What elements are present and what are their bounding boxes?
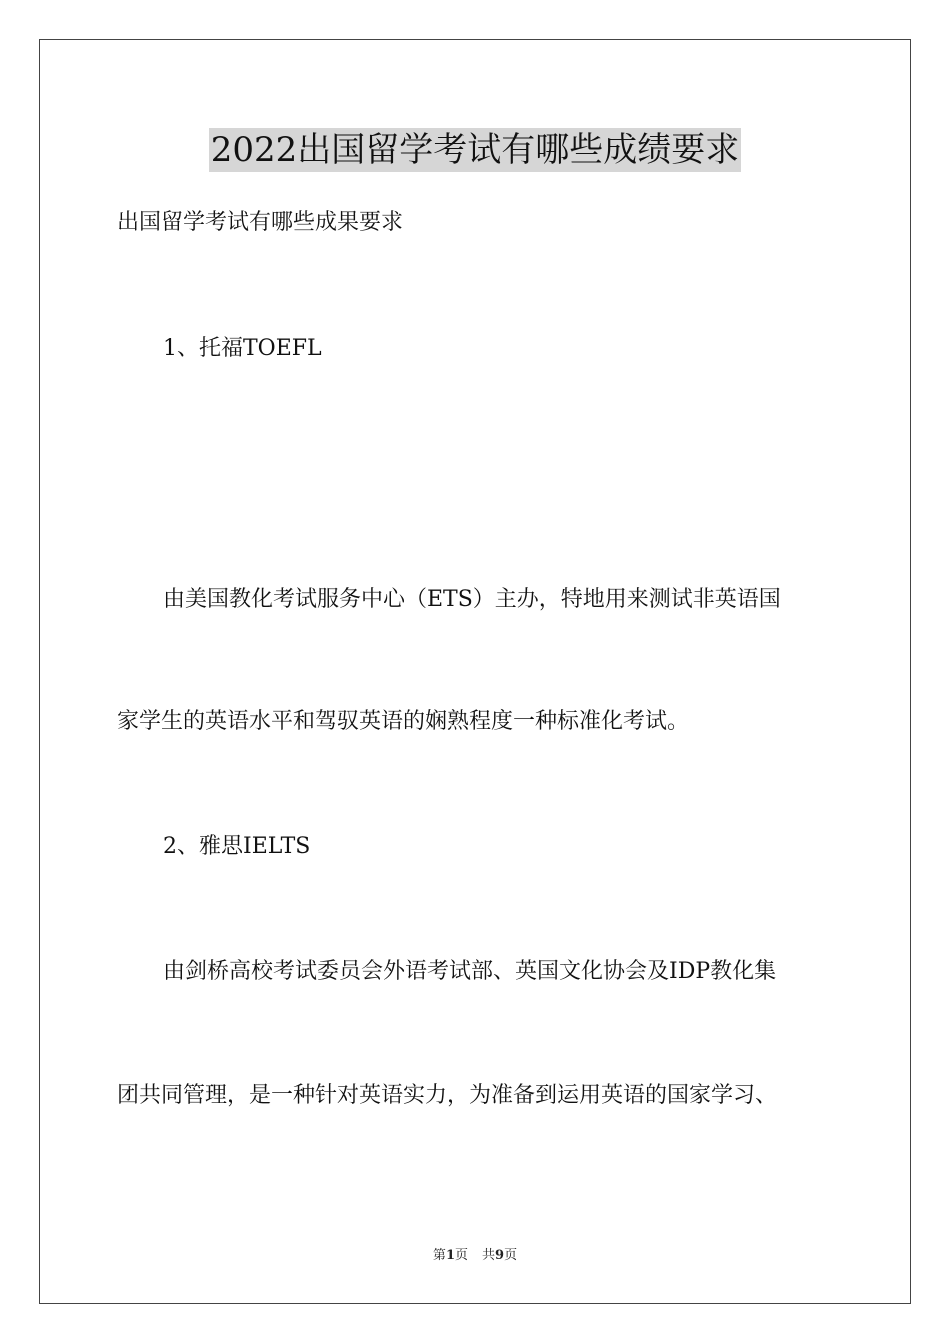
page-number: 1 [445,1248,455,1263]
document-subtitle: 出国留学考试有哪些成果要求 [117,210,404,235]
document-title-text: 2022出国留学考试有哪些成绩要求 [210,130,740,170]
paragraph-line: 由美国教化考试服务中心（ETS）主办，特地用来测试非英语国 [163,587,781,612]
page-label-prefix: 第 [432,1248,446,1263]
paragraph-line: 家学生的英语水平和驾驭英语的娴熟程度一种标准化考试。 [117,709,690,734]
total-label-prefix: 共 [482,1248,496,1263]
section-heading-toefl: 1、托福TOEFL [163,336,322,361]
page-label-suffix: 页 [454,1248,468,1263]
page-footer [0,1247,950,1265]
section-heading-ielts: 2、雅思IELTS [163,834,311,859]
total-label-suffix: 页 [504,1248,518,1263]
paragraph-line: 由剑桥高校考试委员会外语考试部、英国文化协会及IDP教化集 [163,959,777,984]
paragraph-line: 团共同管理，是一种针对英语实力，为准备到运用英语的国家学习、 [117,1083,778,1108]
total-pages: 9 [495,1248,505,1263]
document-title [0,128,950,172]
